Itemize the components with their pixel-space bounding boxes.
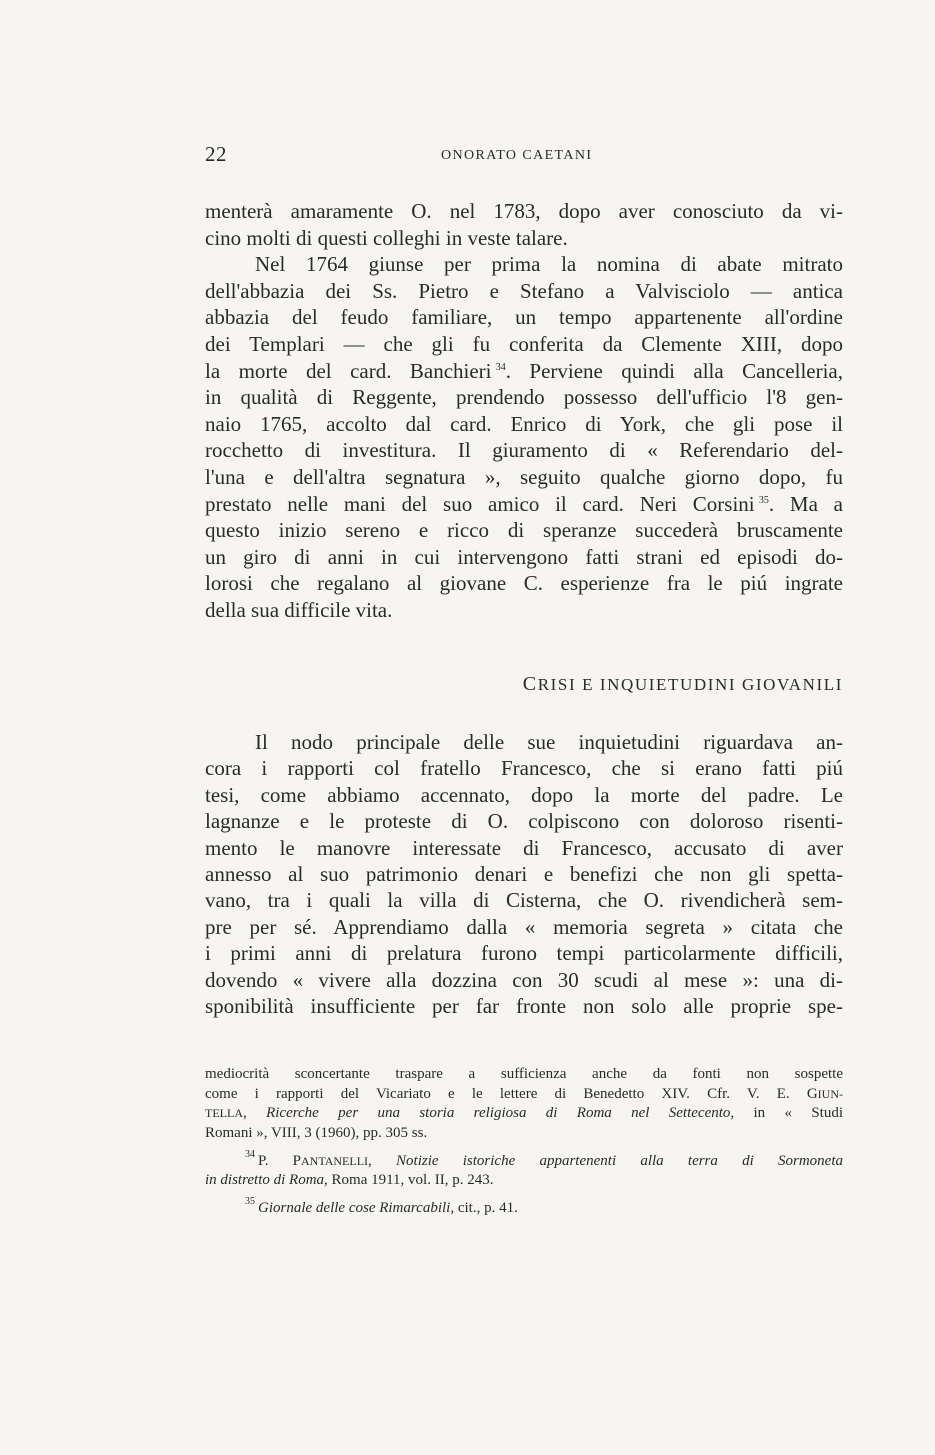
footnote-ref-34: 34 (495, 361, 506, 373)
text-line: rocchetto di investitura. Il giuramento di « Referendario del- (205, 438, 843, 463)
text-line: dell'abbazia dei Ss. Pietro e Stefano a Valvisciolo — antica (205, 278, 843, 303)
text-fragment: , cit., p. 41. (450, 1200, 518, 1217)
text-line: della sua difficile vita. (205, 597, 393, 622)
text-line: cora i rapporti col fratello Francesco, che si erano fatti piú (205, 756, 843, 781)
text-line: naio 1765, accolto dal card. Enrico di York, che gli pose il (205, 411, 843, 436)
text-fragment: la morte del card. Banchieri (205, 358, 492, 383)
text-line: menterà amaramente O. nel 1783, dopo aver conosciuto da vi- (205, 199, 843, 223)
text-fragment: come i rapporti del Vicariato e le lettere di Benedetto XIV. Cfr. V. E. G (205, 1085, 818, 1102)
text-line: questo inizio sereno e ricco di speranze succederà bruscamente (205, 518, 843, 543)
text-fragment: . Perviene quindi alla Cancelleria, (505, 358, 843, 383)
small-caps: IUN- (817, 1086, 843, 1101)
text-line: lorosi che regalano al giovane C. esperienze fra le piú ingrate (205, 571, 843, 596)
footnote-line: $^{34}$ P. PANTANELLI, Notizie istoriche appartenenti alla terra di Sormoneta (245, 1148, 844, 1169)
text-line: cino molti di questi colleghi in veste talare. (205, 225, 568, 250)
text-line: annesso al suo patrimonio denari e benefizi che non gli spetta- (205, 861, 843, 886)
text-line: in qualità di Reggente, prendendo possesso dell'ufficio l'8 gen- (205, 385, 843, 410)
text-fragment: , Roma 1911, vol. II, p. 243. (324, 1172, 494, 1189)
text-line: sponibilità insufficiente per far fronte non solo alle proprie spe- (205, 993, 843, 1018)
text-line: pre per sé. Apprendiamo dalla « memoria segreta » citata che (205, 914, 843, 939)
heading-initial: C (522, 673, 538, 695)
text-fragment: , in « Studi (730, 1105, 843, 1122)
italic-title: Giornale delle cose Rimarcabili (258, 1200, 451, 1217)
footnote-line (205, 1171, 843, 1191)
italic-title: Notizie istoriche appartenenti alla terra di Sormoneta (396, 1152, 844, 1169)
paragraph-2 (205, 729, 843, 1019)
page-header (205, 142, 845, 172)
spacer (205, 1144, 843, 1152)
text-fragment: P. P (258, 1152, 302, 1169)
text-line: tesi, come abbiamo accennato, dopo la morte del padre. Le (205, 782, 843, 807)
text-fragment: prestato nelle mani del suo amico il card. Neri Corsini (205, 491, 755, 516)
text-line: dovendo « vivere alla dozzina con 30 scudi al mese »: una di- (205, 967, 843, 992)
section-heading (205, 673, 843, 696)
footnotes (205, 1065, 843, 1219)
text-line: abbazia del feudo familiare, un tempo appartenente all'ordine (205, 305, 843, 330)
paragraph-1 (205, 198, 843, 624)
text-fragment: . Ma a (768, 491, 843, 516)
footnote-line: mediocrità sconcertante traspare a sufficienza anche da fonti non sospette (205, 1066, 843, 1082)
text-line: lagnanze e le proteste di O. colpiscono con doloroso risenti- (205, 809, 843, 834)
footnote-number-34: 34 (245, 1148, 255, 1160)
italic-title: in distretto di Roma (205, 1172, 325, 1189)
running-head: ONORATO CAETANI (441, 148, 593, 163)
italic-title: Ricerche per una storia religiosa di Roma nel Settecento (266, 1105, 731, 1122)
text-fragment: , (243, 1105, 267, 1122)
footnote-line (205, 1104, 843, 1124)
text-line: un giro di anni in cui intervengono fatti strani ed episodi do- (205, 544, 843, 569)
text-line: Nel 1764 giunse per prima la nomina di abate mitrato (255, 252, 843, 277)
footnote-line: Romani », VIII, 3 (1960), pp. 305 ss. (205, 1125, 428, 1142)
footnote-line (205, 1196, 843, 1219)
text-line: dei Templari — che gli fu conferita da Clemente XIII, dopo (205, 331, 843, 356)
heading-rest: RISI E INQUIETUDINI GIOVANILI (537, 675, 843, 694)
text-line: mento le manovre interessate di Francesco, accusato di aver (205, 835, 843, 860)
page-number: 22 (205, 142, 227, 166)
spacer (205, 1191, 843, 1199)
text-line (205, 491, 843, 518)
small-caps: TELLA (205, 1106, 243, 1121)
text-line: Il nodo principale delle sue inquietudini riguardava an- (255, 730, 843, 754)
footnote-number-35: 35 (245, 1196, 255, 1208)
text-line: i primi anni di prelatura furono tempi particolarmente difficili, (205, 941, 843, 966)
footnote-line (205, 1085, 843, 1105)
footnote-ref-35: 35 (758, 494, 769, 506)
text-line: l'una e dell'altra segnatura », seguito qualche giorno dopo, fu (205, 464, 843, 489)
text-line (205, 358, 843, 385)
small-caps: ANTANELLI (301, 1153, 369, 1168)
text-line: vano, tra i quali la villa di Cisterna, che O. rivendicherà sem- (205, 888, 843, 913)
